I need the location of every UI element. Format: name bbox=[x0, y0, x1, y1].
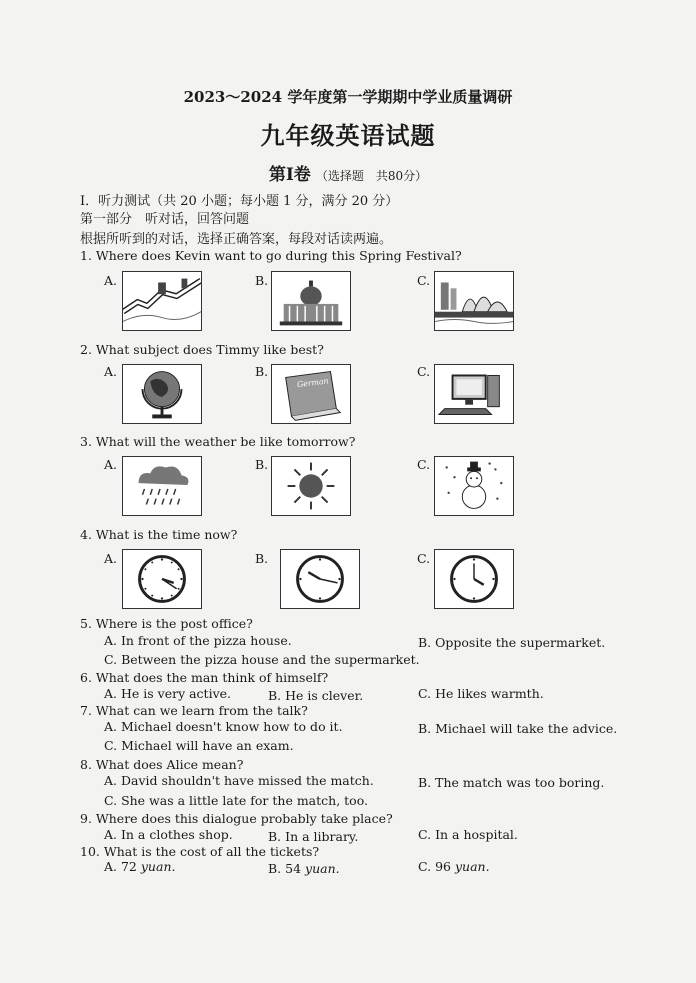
option-a: A. David shouldn't have missed the match. bbox=[104, 773, 374, 788]
option-label: C. bbox=[417, 273, 431, 288]
option-a: A. 72 yuan. bbox=[104, 859, 176, 874]
question-stem: 4. What is the time now? bbox=[80, 527, 238, 542]
option-label: C. bbox=[417, 364, 431, 379]
option-c: C. He likes warmth. bbox=[418, 686, 544, 701]
clock-icon bbox=[434, 549, 514, 609]
volume-label: 第Ⅰ卷 bbox=[268, 165, 311, 185]
globe-icon bbox=[122, 364, 202, 424]
clock-icon bbox=[122, 549, 202, 609]
option-label: B. bbox=[255, 273, 269, 288]
option-b: B. 54 yuan. bbox=[268, 861, 340, 876]
volume-heading bbox=[0, 160, 696, 185]
option-a: A. In front of the pizza house. bbox=[104, 633, 292, 648]
exam-title: 2023～2024 学年度第一学期期中学业质量调研 bbox=[183, 88, 513, 106]
rain-cloud-icon bbox=[122, 456, 202, 516]
question-stem: 6. What does the man think of himself? bbox=[80, 670, 329, 685]
option-a: A. Michael doesn't know how to do it. bbox=[104, 719, 343, 734]
sun-icon bbox=[271, 456, 351, 516]
opera-house-icon bbox=[434, 271, 514, 331]
option-b: B. He is clever. bbox=[268, 688, 364, 703]
question-stem: 3. What will the weather be like tomorrow? bbox=[80, 434, 356, 449]
capitol-building-icon bbox=[271, 271, 351, 331]
question-stem: 1. Where does Kevin want to go during this Spring Festival? bbox=[80, 248, 462, 263]
currency-unit: yuan. bbox=[454, 859, 490, 874]
question-stem: 9. Where does this dialogue probably take place? bbox=[80, 811, 393, 826]
option-label: B. bbox=[255, 457, 269, 472]
great-wall-icon bbox=[122, 271, 202, 331]
option-label: A. bbox=[104, 364, 118, 379]
option-label: A. bbox=[104, 551, 118, 566]
option-b: B. Michael will take the advice. bbox=[418, 721, 618, 736]
section-heading: Ⅰ．听力测试（共 20 小题；每小题 1 分，满分 20 分） bbox=[80, 194, 399, 209]
currency-unit: yuan. bbox=[305, 861, 340, 876]
option-label: B. bbox=[255, 551, 269, 566]
section-part: 第一部分 听对话，回答问题 bbox=[80, 212, 250, 227]
option-label: A. bbox=[104, 457, 118, 472]
paper-title: 九年级英语试题 bbox=[260, 121, 436, 150]
option-a: A. He is very active. bbox=[104, 686, 232, 701]
question-stem: 7. What can we learn from the talk? bbox=[80, 703, 308, 718]
volume-note: （选择题 共80分） bbox=[315, 169, 428, 183]
option-label: C. bbox=[417, 551, 431, 566]
clock-icon bbox=[280, 549, 360, 609]
question-stem: 8. What does Alice mean? bbox=[80, 757, 244, 772]
german-book-icon bbox=[271, 364, 351, 424]
book-title: German bbox=[296, 376, 329, 390]
option-a: A. In a clothes shop. bbox=[104, 827, 233, 842]
option-c: C. Between the pizza house and the supermarket. bbox=[104, 652, 420, 667]
currency-unit: yuan. bbox=[140, 859, 176, 874]
question-stem: 5. Where is the post office? bbox=[80, 616, 253, 631]
computer-icon bbox=[434, 364, 514, 424]
question-stem: 2. What subject does Timmy like best? bbox=[80, 342, 324, 357]
option-c: C. She was a little late for the match, too. bbox=[104, 793, 368, 808]
section-instruction: 根据所听到的对话，选择正确答案，每段对话读两遍。 bbox=[80, 232, 393, 247]
option-c: C. 96 yuan. bbox=[418, 859, 490, 874]
option-b: B. Opposite the supermarket. bbox=[418, 635, 606, 650]
option-label: C. bbox=[417, 457, 431, 472]
option-b: B. The match was too boring. bbox=[418, 775, 605, 790]
option-label: A. bbox=[104, 273, 118, 288]
option-label: B. bbox=[255, 364, 269, 379]
snowman-icon bbox=[434, 456, 514, 516]
question-stem: 10. What is the cost of all the tickets? bbox=[80, 844, 320, 859]
option-c: C. In a hospital. bbox=[418, 827, 518, 842]
option-c: C. Michael will have an exam. bbox=[104, 738, 294, 753]
option-b: B. In a library. bbox=[268, 829, 359, 844]
